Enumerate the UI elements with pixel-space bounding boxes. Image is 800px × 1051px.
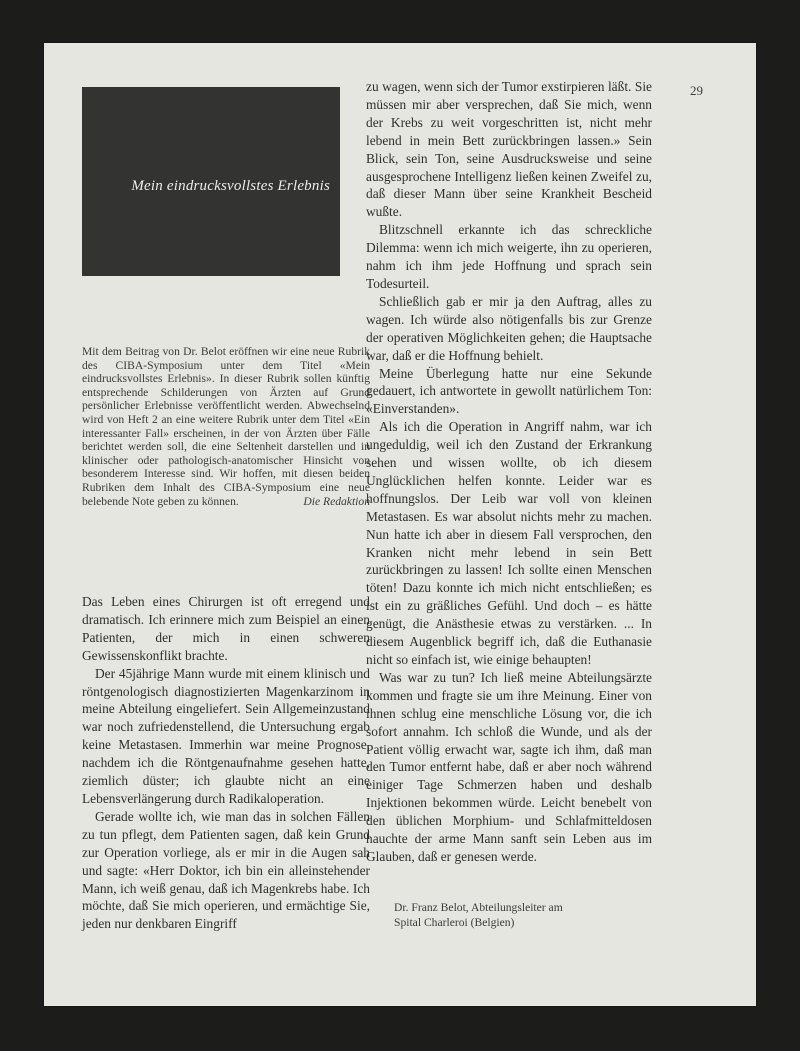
article-column-left [82,593,370,933]
article-paragraph: Was war zu tun? Ich ließ meine Abteilungsärzte kommen und fragte sie um ihre Meinung. Einer von ihnen schlug eine menschliche Lösung vor, die ich sofort annahm. Ich schloß die Wunde, und als der Patient völlig erwacht war, sagte ich ihm, daß man den Tumor entfernt habe, daß er aber noch während einiger Tage Schmerzen haben und deshalb Injektionen bekommen würde. Leicht benebelt von den üblichen Morphium- und Schlafmitteldosen hauchte der arme Mann sanft sein Leben aus im Glauben, daß er genesen werde. [366,669,652,864]
byline-line: Spital Charleroi (Belgien) [394,916,515,929]
author-byline [394,900,654,930]
page [44,43,756,1006]
section-title: Mein eindrucksvollstes Erlebnis [131,178,330,194]
article-column-right [366,78,652,866]
article-paragraph: Blitzschnell erkannte ich das schreckliche Dilemma: wenn ich mich weigerte, ihn zu operieren, nahm ich ihm jede Hoffnung und sprach sein Todesurteil. [366,222,652,291]
section-title-block [82,87,340,276]
article-paragraph: Gerade wollte ich, wie man das in solchen Fällen zu tun pflegt, dem Patienten sagen, daß kein Grund zur Operation vorliege, als er mir in die Augen sah und sagte: «Herr Doktor, ich bin ein alleinstehender Mann, ich weiß genau, daß ich Magenkrebs habe. Ich möchte, daß Sie mich operieren, und ermächtige Sie, jeden nur denkbaren Eingriff [82,808,370,932]
article-paragraph: Als ich die Operation in Angriff nahm, war ich ungeduldig, weil ich den Zustand der Erkrankung sehen und wissen wollte, ob ich diesem Unglücklichen helfen konnte. Leider war es hoffnungslos. Der Leib war voll von kleinen Metastasen. Es war absolut nichts mehr zu machen. Nun hatte ich aber in diesem Fall versprochen, den Kranken nicht mehr lebend in sein Bett zurückbringen zu lassen! Ich sollte einen Menschen töten! Dazu konnte ich mich nicht entschließen; es ist ein zu gräßliches Gefühl. Und doch – es hätte genügt, die Anästhesie etwas zu verstärken. ... In diesem Augenblick begriff ich, daß die Euthanasie nicht so einfach ist, wie einige behaupten! [366,419,652,667]
article-paragraph: zu wagen, wenn sich der Tumor exstirpieren läßt. Sie müssen mir aber versprechen, daß Sie mich, wenn der Krebs zu weit vorgeschritten ist, nicht mehr lebend in mein Bett zurückbringen lassen.» Sein Blick, sein Ton, seine Ausdrucksweise und seine ausgesprochene Intelligenz ließen keinen Zweifel zu, daß dieser Mann über seine Krankheit Bescheid wußte. [366,79,652,220]
article-paragraph: Schließlich gab er mir ja den Auftrag, alles zu wagen. Ich würde also nötigenfalls bis zur Grenze der operativen Möglichkeiten gehen; die Hauptsache war, daß er die Hoffnung behielt. [366,293,652,363]
article-paragraph: Meine Überlegung hatte nur eine Sekunde gedauert, ich antwortete in gewollt natürlichem Ton: «Einverstanden». [366,365,652,417]
article-paragraph: Das Leben eines Chirurgen ist oft erregend und dramatisch. Ich erinnere mich zum Beispiel an einen Patienten, der mich in einen schweren Gewissenskonflikt brachte. [82,594,370,663]
byline-line: Dr. Franz Belot, Abteilungsleiter am [394,901,563,914]
page-number: 29 [690,83,703,98]
article-paragraph: Der 45jährige Mann wurde mit einem klinisch und röntgenologisch diagnostizierten Magenkarzinom in meine Abteilung eingeliefert. Sein Allgemeinzustand war noch zufriedenstellend, die Untersuchung ergab keine Metastasen. Immerhin war meine Prognose, nachdem ich die Röntgenaufnahme gesehen hatte, ziemlich düster; ich glaubte nicht an eine Lebensverlängerung durch Radikaloperation. [82,665,370,806]
editorial-intro [82,345,370,508]
intro-text: Mit dem Beitrag von Dr. Belot eröffnen wir eine neue Rubrik des CIBA-Symposium unter dem Titel «Mein eindrucksvollstes Erlebnis». In dieser Rubrik sollen künftig entsprechende Schilderungen von Ärzten auf Grund persönlicher Erlebnisse veröffentlicht werden. Abwechselnd wird von Heft 2 an eine weitere Rubrik unter dem Titel «Ein interessanter Fall» erscheinen, in der von Ärzten über Fälle berichtet werden soll, die eine Seltenheit darstellen und in klinischer oder pathologisch-anatomischer Hinsicht von besonderem Interesse sind. Wir hoffen, mit diesen beiden Rubriken dem Inhalt des CIBA-Symposium eine neue belebende Note geben zu können. [82,345,370,508]
intro-signature: Die Redaktion [303,494,370,508]
